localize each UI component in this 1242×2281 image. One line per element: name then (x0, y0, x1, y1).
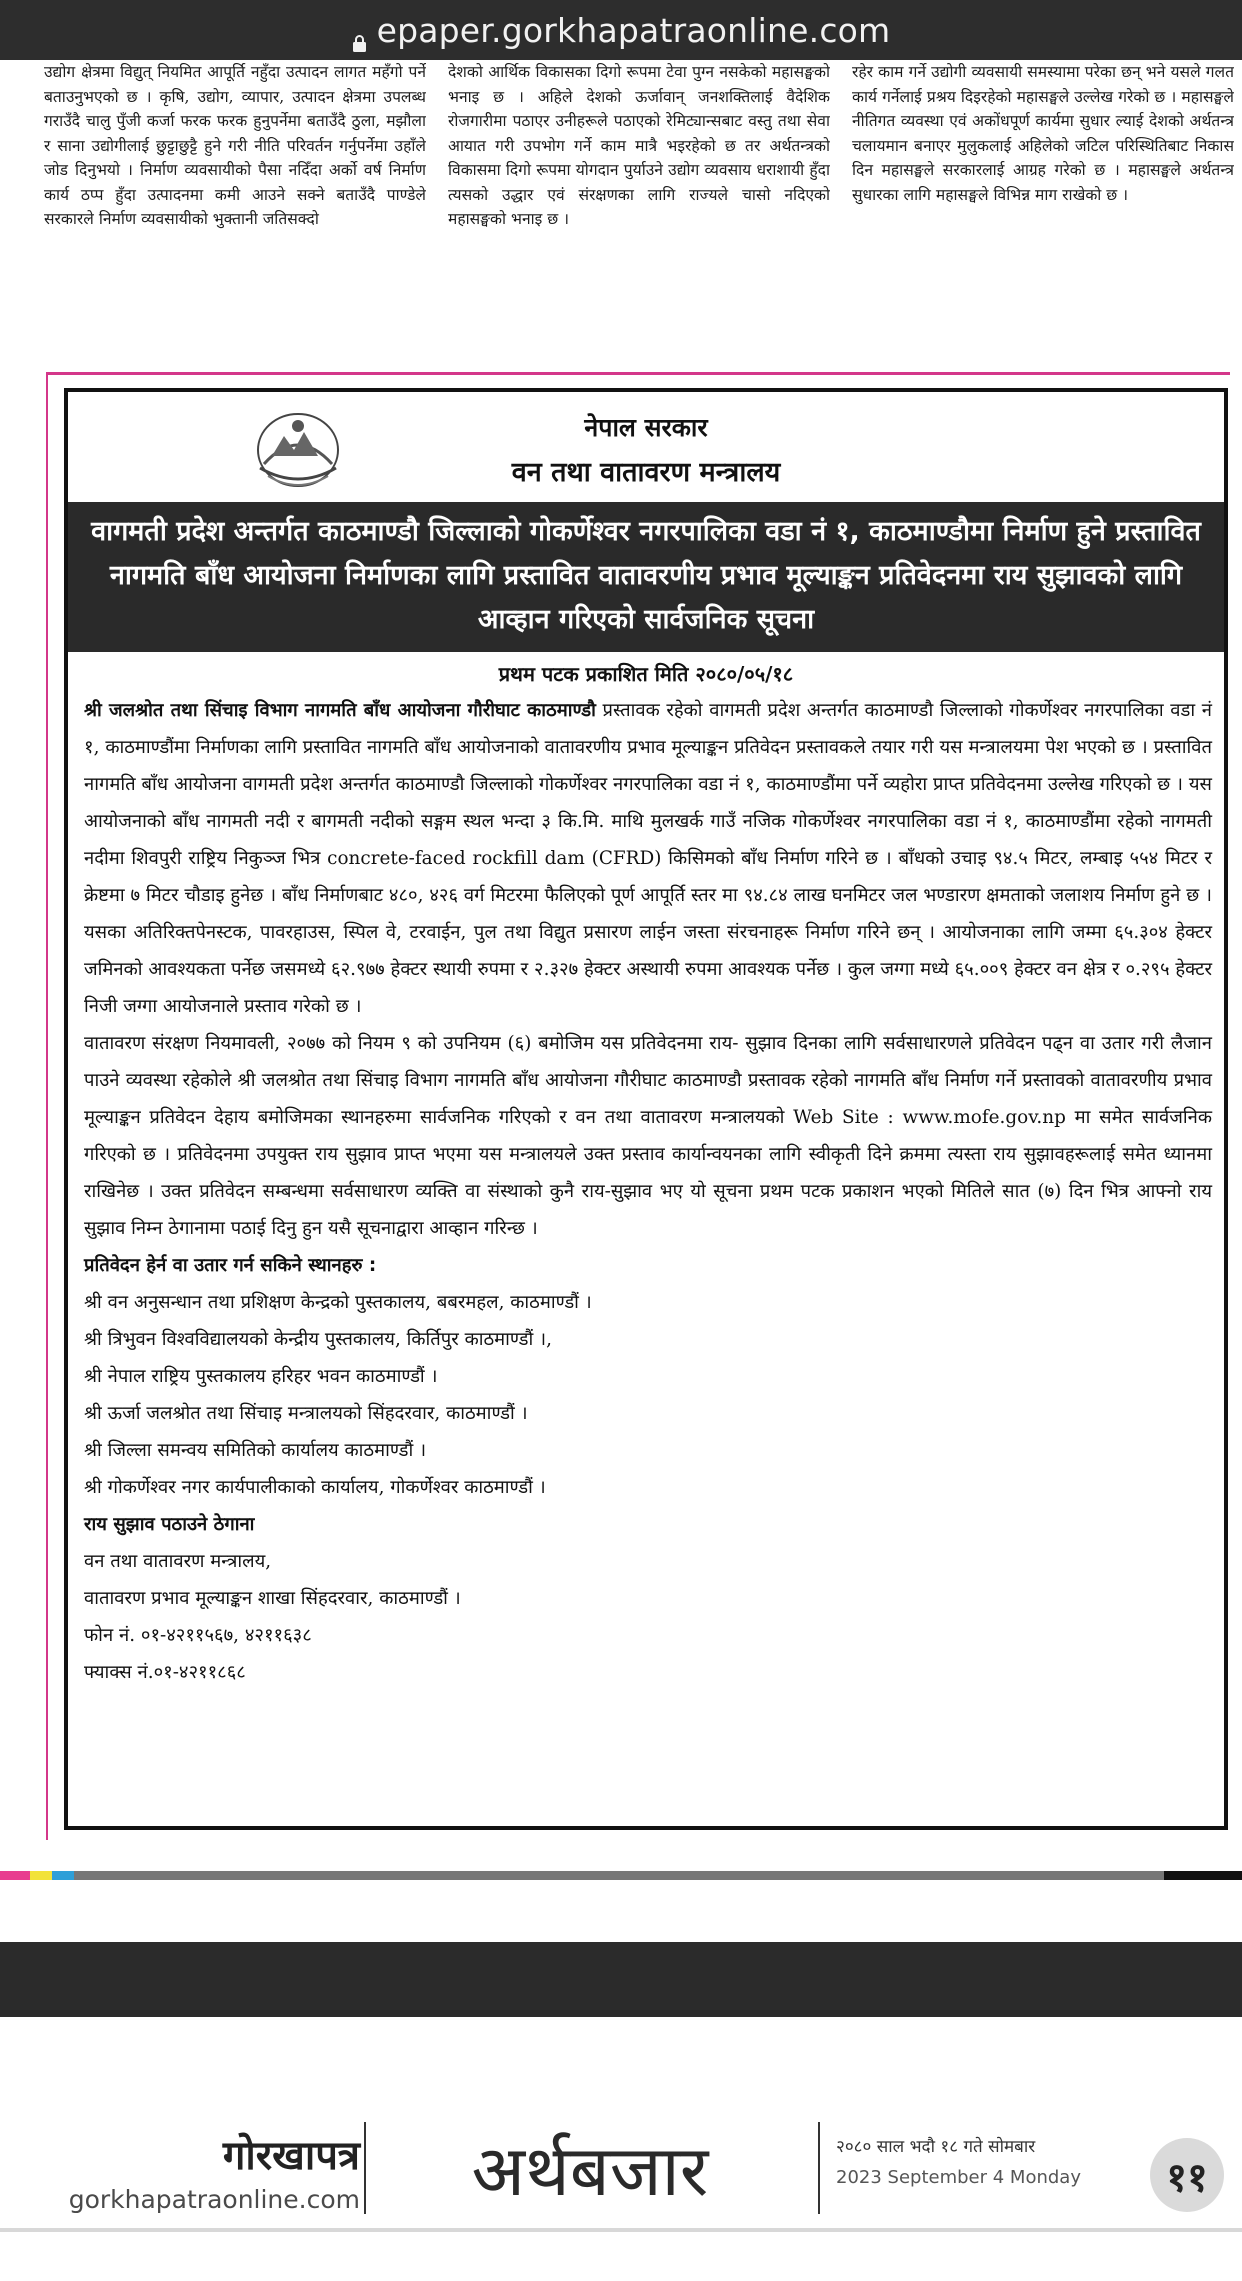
brand-url[interactable]: gorkhapatraonline.com (68, 2185, 360, 2214)
notice-body (84, 692, 1212, 1691)
section-title: अर्थबजार (471, 2130, 709, 2212)
brand-name: गोरखापत्र (222, 2133, 360, 2179)
place-item: श्री गोकर्णेश्वर नगर कार्यपालीकाको कार्यालय, गोकर्णेश्वर काठमाण्डौं । (84, 1477, 546, 1498)
url-text: epaper.gorkhapatraonline.com (376, 10, 891, 50)
address-heading: राय सुझाव पठाउने ठेगाना (84, 1514, 255, 1535)
article-columns (44, 60, 1234, 340)
places-heading: प्रतिवेदन हेर्न वा उतार गर्न सकिने स्थानहरु : (84, 1255, 377, 1276)
place-item: श्री त्रिभुवन विश्वविद्यालयको केन्द्रीय पुस्तकालय, किर्तिपुर काठमाण्डौं ।, (84, 1329, 552, 1350)
government-title: नेपाल सरकार (584, 413, 708, 442)
place-item: श्री नेपाल राष्ट्रिय पुस्तकालय हरिहर भवन काठमाण्डौं । (84, 1366, 438, 1387)
article-column-2: देशको आर्थिक विकासका दिगो रूपमा टेवा पुग्न नसकेको महासङ्घको भनाइ छ । अहिले देशको ऊर्जावान् जनशक्तिलाई वैदेशिक रोजगारीमा पठाएर उनीहरूले पठाएको रेमिट्यान्सबाट वस्तु तथा सेवा आयात गरी उपभोग गर्ने काम मात्रै भइरहेको छ तर अर्थतन्त्रको विकासमा दिगो रूपमा योगदान पुर्याउने उद्योग व्यवसाय धराशायी हुँदा त्यसको उद्धार एवं संरक्षणका लागि राज्यले चासो नदिएको महासङ्घको भनाइ छ । (448, 63, 830, 228)
color-registration-bar (0, 1871, 1242, 1880)
notice-headline: वागमती प्रदेश अन्तर्गत काठमाण्डौ जिल्लाको गोकर्णेश्वर नगरपालिका वडा नं १, काठमाण्डौमा निर्माण हुने प्रस्तावित नागमति बाँध आयोजना निर्माणका लागि प्रस्तावित वातावरणीय प्रभाव मूल्याङ्कन प्रतिवेदनमा राय सुझावको लागि आव्हान गरिएको सार्वजनिक सूचना (68, 502, 1224, 652)
first-published-date: प्रथम पटक प्रकाशित मिति २०८०/०५/१८ (498, 662, 794, 686)
article-column-1: उद्योग क्षेत्रमा विद्युत् नियमित आपूर्ति नहुँदा उत्पादन लागत महँगो पर्ने बताउनुभएको छ । कृषि, उद्योग, व्यापार, उत्पादन क्षेत्रमा उपलब्ध गराउँदै चालु पुँजी कर्जा फरक फरक हुनुपर्नेमा बताउँदै ठुला, मझौला र साना उद्योगीलाई छुट्टाछुट्टै हुने गरी नीति परिवर्तन गर्नुपर्नेमा उहाँले जोड दिनुभयो । निर्माण व्यवसायीको पैसा नदिँदा अर्को वर्ष निर्माण कार्य ठप्प हुँदा उत्पादनमा कमी आउने सक्ने बताउँदै पाण्डेले सरकारले निर्माण व्यवसायीको भुक्तानी जतिसक्दो (44, 63, 426, 228)
registration-swatch (0, 1871, 30, 1880)
phone-line: फोन नं. ०१-४२११५६७, ४२११६३८ (84, 1625, 312, 1646)
issue-date (836, 2134, 1166, 2188)
lock-icon (352, 22, 367, 41)
registration-swatch (52, 1871, 74, 1880)
paragraph-1-text: प्रस्तावक रहेको वागमती प्रदेश अन्तर्गत काठमाण्डौ जिल्लाको गोकर्णेश्वर नगरपालिका वडा नं १, काठमाण्डौंमा निर्माणका लागि प्रस्तावित नागमति बाँध आयोजनाको वातावरणीय प्रभाव मूल्याङ्कन प्रतिवेदन प्रस्तावकले तयार गरी यस मन्त्रालयमा पेश भएको छ । प्रस्तावित नागमति बाँध आयोजना वागमती प्रदेश अन्तर्गत काठमाण्डौ जिल्लाको गोकर्णेश्वर नगरपालिका वडा नं १, काठमाण्डौंमा पर्ने व्यहोरा प्राप्त प्रतिवेदनमा उल्लेख गरिएको छ । यस आयोजनाको बाँध नागमती नदी र बागमती नदीको सङ्गम स्थल भन्दा ३ कि.मि. माथि मुलखर्क गाउँ नजिक गोकर्णेश्वर नगरपालिका वडा नं १, काठमाण्डौंमा रहेको नागमती नदीमा शिवपुरी राष्ट्रिय निकुञ्ज भित्र concrete-faced rockfill dam (CFRD) किसिमको बाँध निर्माण गरिने छ । बाँधको उचाइ ९४.५ मिटर, लम्बाइ ५५४ मिटर र क्रेष्टमा ७ मिटर चौडाइ हुनेछ । बाँध निर्माणबाट ४८०, ४२६ वर्ग मिटरमा फैलिएको पूर्ण आपूर्ति स्तर मा ९४.८४ लाख घनमिटर जल भण्डारण क्षमताको जलाशय निर्माण हुने छ । यसका अतिरिक्तपेनस्टक, पावरहाउस, स्पिल वे, टरवाईन, पुल तथा विद्युत प्रसारण लाईन जस्ता संरचनाहरू निर्माण गरिने छन् । आयोजनाका लागि जम्मा ६५.३०४ हेक्टर जमिनको आवश्यकता पर्नेछ जसमध्ये ६२.९७७ हेक्टर स्थायी रुपमा र २.३२७ हेक्टर अस्थायी रुपमा आवश्यक पर्नेछ । कुल जग्गा मध्ये ६५.००९ हेक्टर वन क्षेत्र र ०.२९५ हेक्टर निजी जग्गा आयोजनाले प्रस्ताव गरेको छ । (84, 700, 1212, 1017)
divider (364, 2122, 366, 2214)
notice-paragraph-1 (84, 692, 1212, 1025)
public-notice (64, 388, 1228, 1830)
registration-swatch (74, 1871, 1164, 1880)
proponent-name: श्री जलश्रोत तथा सिंचाइ विभाग नागमति बाँध आयोजना गौरीघाट काठमाण्डौ (84, 700, 596, 721)
place-item: श्री ऊर्जा जलश्रोत तथा सिंचाइ मन्त्रालयको सिंहदरवार, काठमाण्डौं । (84, 1403, 528, 1424)
date-nepali: २०८० साल भदौ १८ गते सोमबार (836, 2137, 1036, 2157)
notice-paragraph-2: वातावरण संरक्षण नियमावली, २०७७ को नियम ९ को उपनियम (६) बमोजिम यस प्रतिवेदनमा राय- सुझाव दिनका लागि सर्वसाधारणले प्रतिवेदन पढ्न वा उतार गरी लैजान पाउने व्यवस्था रहेकोले श्री जलश्रोत तथा सिंचाइ विभाग नागमति बाँध आयोजना गौरीघाट काठमाण्डौ प्रस्तावक रहेको नागमति बाँध निर्माण गर्ने प्रस्तावको वातावरणीय प्रभाव मूल्याङ्कन प्रतिवेदन देहाय बमोजिमका स्थानहरुमा सार्वजनिक गरिएको र वन तथा वातावरण मन्त्रालयको Web Site : www.mofe.gov.np मा समेत सार्वजनिक गरिएको छ । प्रतिवेदनमा उपयुक्त राय सुझाव प्राप्त भएमा यस मन्त्रालयले उक्त प्रस्ताव कार्यान्वयनका लागि स्वीकृती दिने क्रममा त्यस्ता राय सुझावहरूलाई समेत ध्यानमा राखिनेछ । उक्त प्रतिवेदन सम्बन्धमा सर्वसाधारण व्यक्ति वा संस्थाको कुनै राय-सुझाव भए यो सूचना प्रथम पटक प्रकाशन भएको मितिले सात (७) दिन भित्र आफ्नो राय सुझाव निम्न ठेगानामा पठाई दिनु हुन यसै सूचनाद्वारा आव्हान गरिन्छ । (84, 1033, 1212, 1239)
place-item: श्री वन अनुसन्धान तथा प्रशिक्षण केन्द्रको पुस्तकालय, बबरमहल, काठमाण्डौं । (84, 1292, 592, 1313)
place-item: श्री जिल्ला समन्वय समितिको कार्यालय काठमाण्डौं । (84, 1440, 427, 1461)
divider (818, 2122, 820, 2214)
ministry-title: वन तथा वातावरण मन्त्रालय (511, 457, 781, 488)
address-line: वातावरण प्रभाव मूल्याङ्कन शाखा सिंहदरवार, काठमाण्डौं । (84, 1588, 461, 1609)
date-english: 2023 September 4 Monday (836, 2167, 1081, 2188)
fax-line: फ्याक्स नं.०१-४२११८६८ (84, 1662, 246, 1683)
registration-swatch (1164, 1871, 1242, 1880)
page-separator-band (0, 1942, 1242, 2017)
registration-swatch (30, 1871, 52, 1880)
page-number: ११ (1150, 2138, 1224, 2212)
article-column-3: रहेर काम गर्ने उद्योगी व्यवसायी समस्यामा परेका छन् भने यसले गलत कार्य गर्नेलाई प्रश्रय दिइरहेको महासङ्घले उल्लेख गरेको छ । महासङ्घले नीतिगत व्यवस्था एवं अकोंधपूर्ण कार्यमा सुधार ल्याई देशको अर्थतन्त्र चलायमान बनाएर मुलुकलाई अहिलेको जटिल परिस्थितिबाट निकास दिन महासङ्घले सरकारलाई आग्रह गरेको छ । महासङ्घले अर्थतन्त्र सुधारका लागि महासङ्घले विभिन्न माग राखेको छ । (852, 63, 1234, 204)
brand-block (60, 2126, 360, 2214)
address-line: वन तथा वातावरण मन्त्रालय, (84, 1551, 272, 1572)
bottom-rule (0, 2228, 1242, 2232)
browser-url-bar[interactable] (0, 0, 1242, 60)
